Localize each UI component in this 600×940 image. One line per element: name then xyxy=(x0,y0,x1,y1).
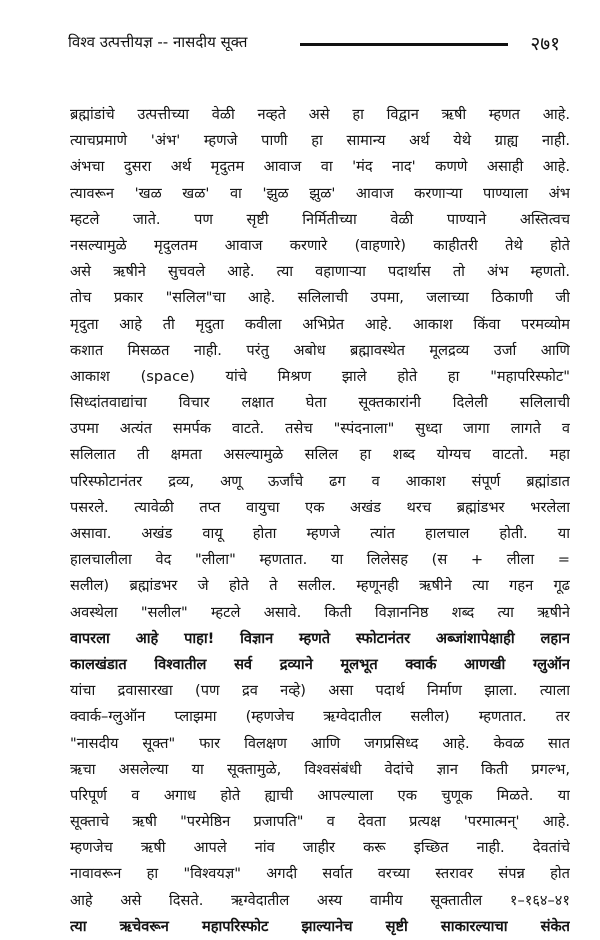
text-line: असावा. अखंड वायू होता म्हणजे त्यांत हालचाल होती. या xyxy=(70,525,570,542)
text-line: हालचालीला वेद "लीला" म्हणतात. या लिलेसह (स + लीला = xyxy=(70,551,570,569)
header-title: विश्व उत्पत्तीयज्ञ -- नासदीय सूक्त xyxy=(68,33,248,51)
text-line: मृदुता आहे ती मृदुता कवीला अभिप्रेत आहे. आकाश किंवा परमव्योम xyxy=(70,315,570,333)
text-line: उपमा अत्यंत समर्पक वाटते. तसेच "स्पंदनाला" सुध्दा जागा लागते व xyxy=(70,420,570,438)
text-line: नावावरून हा "विश्वयज्ञ" अगदी सर्वात वरच्या स्तरावर संपन्न होत xyxy=(70,865,570,883)
running-header xyxy=(68,30,560,60)
text-line: कालखंडात विश्वातील सर्व द्रव्याने मूलभूत क्वार्क आणखी ग्लुऑन xyxy=(70,655,570,673)
text-line: ऋचा असलेल्या या सूक्तामुळे, विश्वसंबंधी वेदांचे ज्ञान किती प्रगल्भ, xyxy=(70,760,570,778)
text-line: क्वार्क–ग्लुऑन प्लाझमा (म्हणजेच ऋग्वेदातील सलील) म्हणतात. तर xyxy=(70,708,570,726)
text-line: आकाश (space) यांचे मिश्रण झाले होते हा "महापरिस्फोट" xyxy=(70,367,570,385)
body-text xyxy=(70,102,570,940)
text-line: कशात मिसळत नाही. परंतु अबोध ब्रह्मावस्थेत मूलद्रव्य उर्जा आणि xyxy=(70,341,570,359)
text-line: सलिलात ती क्षमता असल्यामुळे सलिल हा शब्द योग्यच वाटतो. महा xyxy=(70,446,570,464)
text-line: त्याचप्रमाणे 'अंभ' म्हणजे पाणी हा सामान्य अर्थ येथे ग्राह्य नाही. xyxy=(70,132,570,150)
text-line: सूक्ताचे ऋषी "परमेष्ठिन प्रजापति" व देवता प्रत्यक्ष 'परमात्मन्' आहे. xyxy=(70,813,570,831)
text-line: परिस्फोटानंतर द्रव्य, अणू ऊर्जांचे ढग व आकाश संपूर्ण ब्रह्मांडात xyxy=(70,472,570,490)
text-line: सलील) ब्रह्मांडभर जे होते ते सलील. म्हणूनही ऋषीने त्या गहन गूढ xyxy=(70,577,570,595)
text-line: ब्रह्मांडांचे उत्पत्तीच्या वेळी नव्हते असे हा विद्वान ऋषी म्हणत आहे. xyxy=(70,106,570,123)
text-line: नसल्यामुळे मृदुलतम आवाज करणारे (वाहणारे) काहीतरी तेथे होते xyxy=(70,236,570,254)
text-line: आहे असे दिसते. ऋग्वेदातील अस्य वामीय सूक्तातील १–१६४–४१ xyxy=(70,891,570,909)
text-line: म्हटले जाते. पण सृष्टी निर्मितीच्या वेळी पाण्याने अस्तित्वच xyxy=(70,210,570,228)
text-line: त्या ऋचेवरून महापरिस्फोट झाल्यानेच सृष्टी साकारल्याचा संकेत xyxy=(70,917,570,935)
text-line: पसरले. त्यावेळी तप्त वायुचा एक अखंड थरच ब्रह्मांडभर भरलेला xyxy=(70,498,570,516)
text-line: वापरला आहे पाहा! विज्ञान म्हणते स्फोटानंतर अब्जांशापेक्षाही लहान xyxy=(70,629,570,647)
text-line: परिपूर्ण व अगाध होते ह्याची आपल्याला एक चुणूक मिळते. या xyxy=(70,786,570,804)
text-line: त्यावरून 'खळ खळ' वा 'झुळ झुळ' आवाज करणाऱ्या पाण्याला अंभ xyxy=(70,184,570,202)
text-line: अवस्थेला "सलील" म्हटले असावे. किती विज्ञाननिष्ठ शब्द त्या ऋषीने xyxy=(70,603,570,621)
text-line: "नासदीय सूक्त" फार विलक्षण आणि जगप्रसिध्द आहे. केवळ सात xyxy=(70,734,570,752)
page-number: २७१ xyxy=(530,33,560,55)
text-line: तोच प्रकार "सलिल"चा आहे. सलिलाची उपमा, जलाच्या ठिकाणी जी xyxy=(70,289,570,307)
header-rule xyxy=(300,43,508,46)
text-line: म्हणजेच ऋषी आपले नांव जाहीर करू इच्छित नाही. देवतांचे xyxy=(70,839,570,857)
text-line: असे ऋषीने सुचवले आहे. त्या वहाणाऱ्या पदार्थास तो अंभ म्हणतो. xyxy=(70,263,570,281)
text-line: यांचा द्रवासारखा (पण द्रव नव्हे) असा पदार्थ निर्माण झाला. त्याला xyxy=(70,682,570,700)
text-line: सिध्दांतवाद्यांचा विचार लक्षात घेता सूक्तकारांनी दिलेली सलिलाची xyxy=(70,394,570,412)
text-line: अंभचा दुसरा अर्थ मृदुतम आवाज वा 'मंद नाद' कणणे असाही आहे. xyxy=(70,158,570,176)
